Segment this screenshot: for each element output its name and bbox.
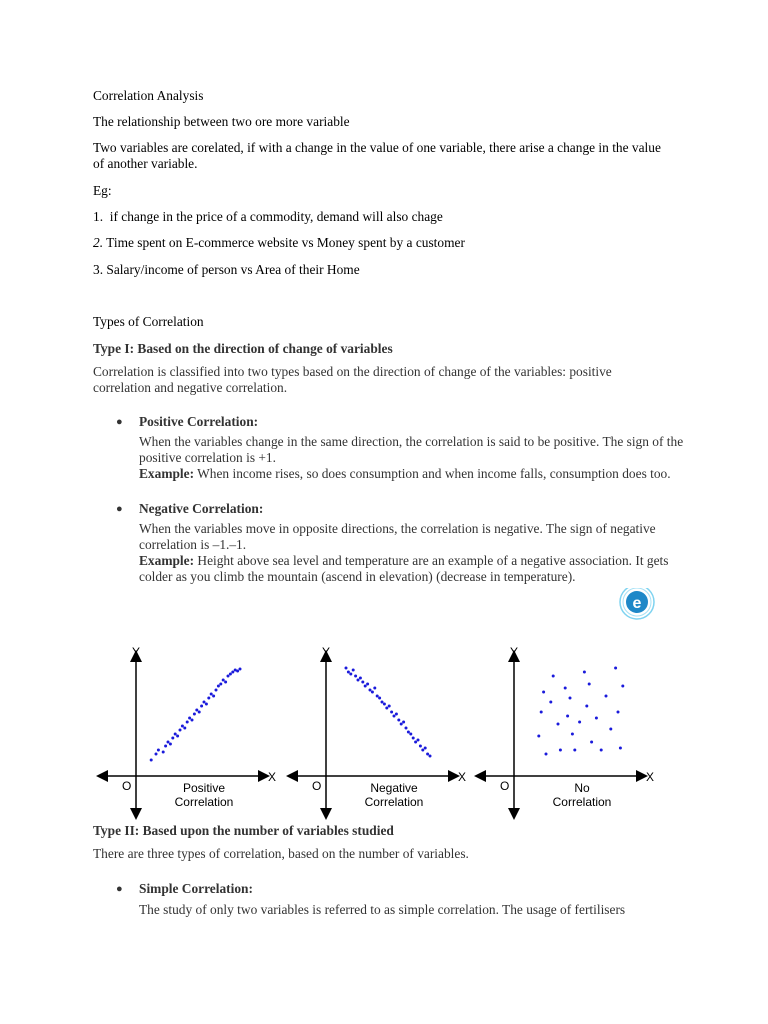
x-axis-label: X (458, 770, 467, 784)
document-title: Correlation Analysis (93, 88, 204, 103)
scatter-point (605, 695, 608, 698)
scatter-point (557, 723, 560, 726)
scatter-point (167, 741, 170, 744)
scatter-point (590, 741, 593, 744)
scatter-point (578, 721, 581, 724)
scatter-point (619, 747, 622, 750)
caption-line-2: Correlation (364, 795, 424, 809)
example-item-2 (93, 235, 465, 251)
scatter-point (188, 717, 191, 720)
y-axis-label: Y (509, 645, 519, 659)
scatter-point (385, 707, 388, 710)
scatter-point (419, 745, 422, 748)
scatter-point (200, 705, 203, 708)
scatter-point (588, 683, 591, 686)
scatter-point (409, 733, 412, 736)
scatter-point (349, 673, 352, 676)
scatter-point (609, 728, 612, 731)
scatter-point (219, 683, 222, 686)
example-text: if change in the price of a commodity, demand will also chage (109, 209, 443, 224)
scatter-point (215, 689, 218, 692)
example-text: Time spent on E-commerce website vs Money spent by a customer (106, 235, 465, 250)
scatter-point (217, 685, 220, 688)
scatter-point (171, 737, 174, 740)
type2-intro: There are three types of correlation, based on the number of variables. (93, 846, 469, 861)
example-text: Salary/income of person vs Area of their Home (106, 262, 360, 277)
scatter-point (193, 713, 196, 716)
scatter-point (426, 753, 429, 756)
example-number: 1. (93, 209, 104, 224)
scatter-point (545, 753, 548, 756)
scatter-point (542, 691, 545, 694)
brand-logo (620, 588, 654, 619)
item-title: Negative Correlation: (139, 501, 264, 516)
scatter-point (354, 675, 357, 678)
caption-line-2: Correlation (174, 795, 234, 809)
scatter-point (373, 687, 376, 690)
x-axis-label: X (646, 770, 655, 784)
scatter-point (566, 715, 569, 718)
origin-label: O (122, 779, 132, 793)
scatter-point (150, 759, 153, 762)
scatter-point (537, 735, 540, 738)
caption-line-1: No (574, 781, 590, 795)
scatter-point (412, 737, 415, 740)
explanation-paragraph: Two variables are corelated, if with a change in the value of one variable, there arise a change in the value of another variable. (93, 140, 661, 171)
scatter-point (212, 695, 215, 698)
types-heading: Types of Correlation (93, 314, 204, 329)
example-item-3 (93, 262, 360, 278)
scatter-point (191, 719, 194, 722)
scatter-point (207, 697, 210, 700)
positive-correlation-item (139, 414, 684, 430)
scatter-point (559, 749, 562, 752)
scatter-point (583, 671, 586, 674)
scatter-point (390, 711, 393, 714)
example-number: 2. (93, 235, 104, 250)
scatter-point (229, 673, 232, 676)
example-item-1 (93, 209, 443, 225)
scatter-point (571, 733, 574, 736)
scatter-point (179, 729, 182, 732)
scatter-point (393, 715, 396, 718)
scatter-point (600, 749, 603, 752)
type1-intro: Correlation is classified into two types based on the direction of change of the variables: positive correlation and negative correlation. (93, 364, 612, 395)
scatter-point (395, 713, 398, 716)
negative-correlation-desc: When the variables move in opposite directions, the correlation is negative. The sign of negative correlation is –1.–1. Example: Height above sea level and temperature are an example of a negative association. It gets colder as you climb the mountain (ascend in elevation) (decrease in temperature). (139, 521, 669, 584)
scatter-point (397, 719, 400, 722)
scatter-point (417, 739, 420, 742)
scatter-point (176, 735, 179, 738)
scatter-point (549, 701, 552, 704)
scatter-point (345, 667, 348, 670)
scatter-point (569, 697, 572, 700)
scatter-point (181, 725, 184, 728)
x-axis-label: X (268, 770, 277, 784)
scatter-point (361, 681, 364, 684)
scatter-point (195, 709, 198, 712)
scatter-point (357, 679, 360, 682)
scatter-point (236, 670, 239, 673)
scatter-point (183, 727, 186, 730)
caption-line-1: Negative (370, 781, 418, 795)
scatter-point (155, 753, 158, 756)
scatter-point (205, 703, 208, 706)
scatter-point (378, 697, 381, 700)
scatter-point (540, 711, 543, 714)
scatter-point (359, 677, 362, 680)
scatter-point (231, 671, 234, 674)
scatter-point (224, 681, 227, 684)
scatter-point (366, 683, 369, 686)
bullet-icon: ● (116, 883, 123, 895)
scatter-point (239, 668, 242, 671)
scatter-point (222, 679, 225, 682)
scatter-point (414, 741, 417, 744)
scatter-point (198, 711, 201, 714)
scatter-point (164, 745, 167, 748)
item-title: Positive Correlation: (139, 414, 259, 429)
scatter-point (429, 755, 432, 758)
scatter-point (614, 667, 617, 670)
logo-letter: e (632, 595, 642, 612)
scatter-point (407, 731, 410, 734)
scatter-point (352, 669, 355, 672)
scatter-panel-2 (292, 645, 466, 814)
caption-line-2: Correlation (552, 795, 612, 809)
correlation-scatter-figure (92, 588, 662, 820)
scatter-point (347, 671, 350, 674)
type2-title: Type II: Based upon the number of variables studied (93, 823, 394, 838)
definition-text: The relationship between two ore more variable (93, 114, 350, 129)
scatter-point (371, 691, 374, 694)
scatter-point (186, 721, 189, 724)
caption-line-1: Positive (182, 781, 226, 795)
scatter-point (573, 749, 576, 752)
negative-correlation-item (139, 501, 684, 517)
scatter-point (369, 689, 372, 692)
scatter-point (157, 749, 160, 752)
bullet-icon: ● (116, 503, 123, 515)
scatter-point (585, 705, 588, 708)
scatter-point (227, 675, 230, 678)
example-number: 3. (93, 262, 104, 277)
scatter-point (162, 751, 165, 754)
scatter-point (383, 703, 386, 706)
scatter-point (400, 723, 403, 726)
scatter-point (203, 701, 206, 704)
scatter-point (402, 721, 405, 724)
scatter-point (552, 675, 555, 678)
scatter-point (388, 705, 391, 708)
y-axis-label: Y (131, 645, 141, 659)
scatter-panel-3 (480, 645, 654, 814)
scatter-point (617, 711, 620, 714)
scatter-point (169, 743, 172, 746)
scatter-point (595, 717, 598, 720)
scatter-point (376, 695, 379, 698)
scatter-point (210, 693, 213, 696)
scatter-point (421, 749, 424, 752)
type1-title: Type I: Based on the direction of change of variables (93, 341, 393, 356)
scatter-point (174, 733, 177, 736)
scatter-point (621, 685, 624, 688)
scatter-panel-1 (102, 645, 276, 814)
item-title: Simple Correlation: (139, 881, 253, 896)
eg-label: Eg: (93, 183, 112, 198)
scatter-point (381, 701, 384, 704)
simple-correlation-desc: The study of only two variables is referred to as simple correlation. The usage of fertilisers (139, 902, 626, 917)
positive-correlation-desc: When the variables change in the same direction, the correlation is said to be positive. The sign of the positive correlation is +1. Example: When income rises, so does consumption and when income falls, consumption does too. (139, 434, 684, 481)
simple-correlation-item (139, 881, 684, 897)
scatter-point (424, 747, 427, 750)
origin-label: O (500, 779, 510, 793)
scatter-point (564, 687, 567, 690)
scatter-point (405, 727, 408, 730)
bullet-icon: ● (116, 416, 123, 428)
y-axis-label: Y (321, 645, 331, 659)
origin-label: O (312, 779, 322, 793)
scatter-point (364, 685, 367, 688)
